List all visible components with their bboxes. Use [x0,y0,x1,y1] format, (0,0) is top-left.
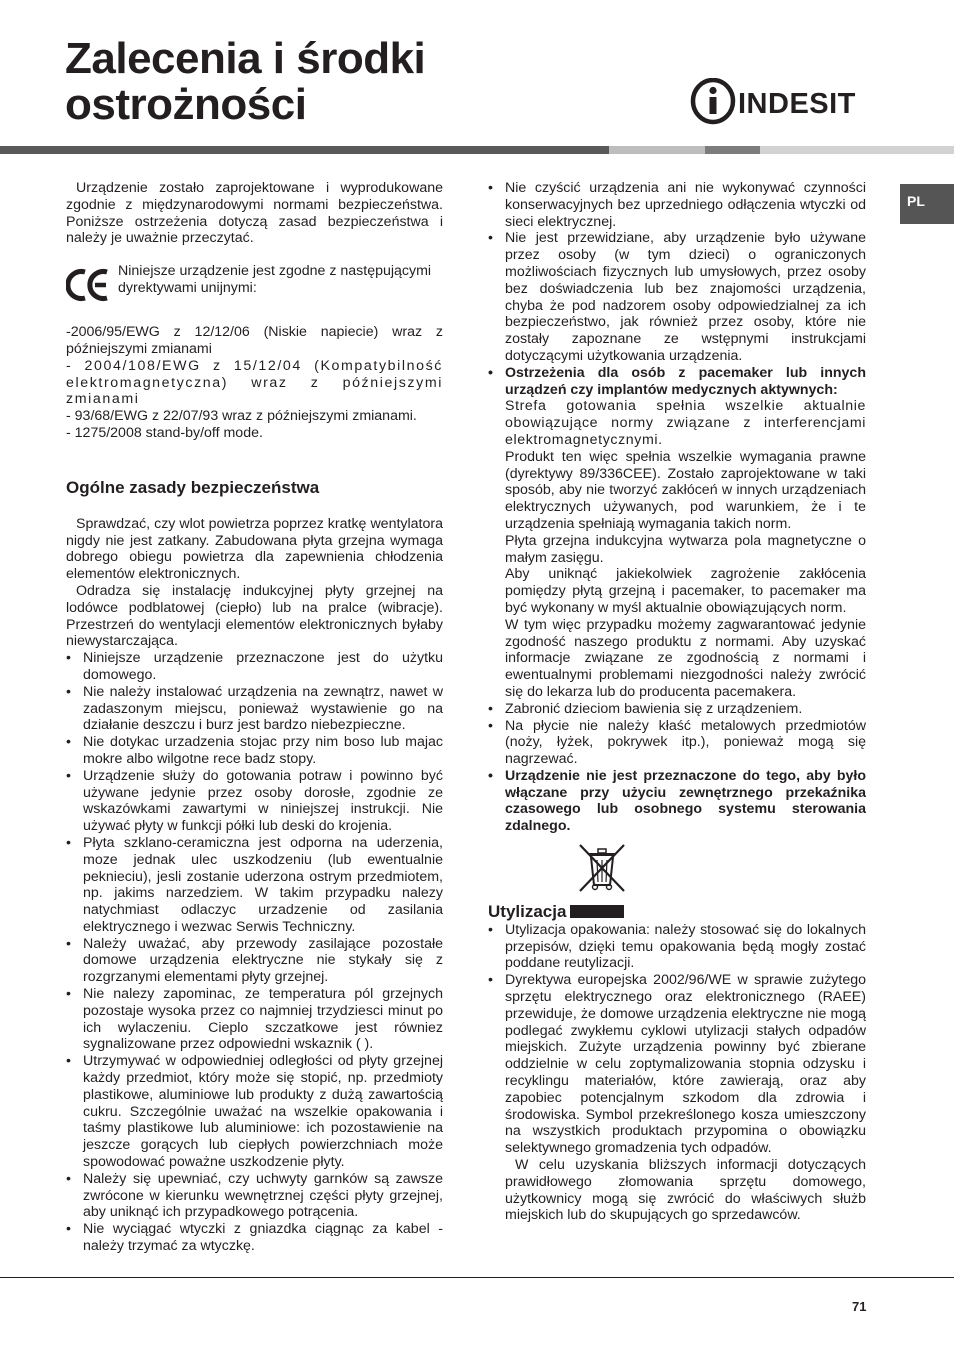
section-heading-disposal [488,902,866,922]
list-item: • Niniejsze urządzenie przeznaczone jest do użytku domowego. [66,650,443,684]
pacemaker-paragraph: Produkt ten więc spełnia wszelkie wymagania prawne (dyrektywy 89/336CEE). Zostało zaprojektowane w taki sposób, aby nie tworzyć zakłóceń w innych urządzeniach elektrycznych używanych, pod warunkiem, że i te urządzenia spełniają wymagania takich norm. [505,448,866,532]
indesit-logo [690,78,870,126]
list-item: • Dyrektywa europejska 2002/96/WE w sprawie zużytego sprzętu elektrycznego oraz elektronicznego (RAEE) przewiduje, że domowe urządzenia elektryczne nie mogą podlegać zwykłemu cyklowi utylizacji stałych odpadów miejskich. Zużyte urządzenia powinny być zbierane oddzielnie w celu zoptymalizowania stopnia odzysku i recyklingu materiałów, które zawierają, oraz aby zapobiec potencjalnym szkodom dla zdrowia i środowiska. Symbol przekreślonego kosza umieszczony na wszystkich produktach przypomina o obowiązku selektywnego gromadzenia tych odpadów. [488,972,866,1157]
directive-item: -2006/95/EWG z 12/12/06 (Niskie napiecie) wraz z późniejszymi zmianami [66,324,443,357]
title-line-2: ostrożności [65,80,307,129]
directive-item: - 2004/108/EWG z 15/12/04 (Kompatybilność elektromagnetyczna) wraz z późniejszymi zmianami [66,357,443,408]
right-column [488,180,866,1224]
title-line-1: Zalecenia i środki [65,34,426,83]
crossed-bin-icon [576,841,628,895]
page-title [65,36,425,128]
language-tab: PL [900,184,954,224]
safety-list-end [488,701,866,835]
disposal-heading-text: Utylizacja [488,901,567,921]
left-column [66,180,443,1255]
list-item: • Nie należy instalować urządzenia na zewnątrz, nawet w zadaszonym miejscu, ponieważ wystawienie go na działanie deszczu i burz jest bardzo niebezpieczne. [66,684,443,734]
section-heading-general-safety: Ogólne zasady bezpieczeństwa [66,477,320,497]
list-item: • Utylizacja opakowania: należy stosować się do lokalnych przepisów, dzięki temu opakowania będą mogły zostać poddane reutylizacji. [488,922,866,972]
header-band-mid [705,146,760,154]
safety-list-continued [488,180,866,398]
logo-wordmark: INDESIT [738,88,856,120]
pacemaker-paragraph: Płyta grzejna indukcyjna wytwarza pola magnetyczne o małym zasięgu. [505,532,866,566]
disposal-heading-bar [570,905,624,918]
ce-text: Niniejsze urządzenie jest zgodne z następującymi dyrektywami unijnymi: [118,263,432,296]
list-item: • Na płycie nie należy kłaść metalowych przedmiotów (noży, łyżek, pokrywek itp.), ponieważ mogą się nagrzewać. [488,718,866,768]
page-header [0,0,954,146]
header-band-pale [760,146,954,154]
list-item: • Nie nalezy zapominac, ze temperatura pól grzejnych pozostaje wysoka przez co najmniej trzydziesci minut po ich wylaczeniu. Cieplo szczatkowe jest równiez sygnalizowane przez odpowiedni wskaznik ( ). [66,986,443,1053]
list-item: • Płyta szklano-ceramiczna jest odporna na uderzenia, moze jednak ulec uszkodzeniu (lub ewentualnie peknieciu), jesli zostanie uderzona ostrym przedmiotem, np. jakims narzedziem. W takim przypadku nalezy natychmiast odlaczyc urzadzenie od zasilania elektrycznego i wezwac Serwis Techniczny. [66,835,443,936]
disposal-list [488,922,866,1157]
list-item: • Nie dotykac urzadzenia stojac przy nim boso lub majac mokre albo wilgotne rece badz stopy. [66,734,443,768]
pacemaker-paragraph: W tym więc przypadku możemy zagwarantować jedynie zgodność naszego produktu z normami. Aby uzyskać informacje związane ze zgodnością z normami i ewentualnymi problemami niezgodności należy zwrócić się do lekarza lub do producenta pacemakera. [505,616,866,700]
list-item: • Nie czyścić urządzenia ani nie wykonywać czynności konserwacyjnych bez uprzedniego odłączenia wtyczki od sieci elektrycznej. [488,180,866,230]
list-item: • Urządzenie służy do gotowania potraw i powinno być używane jedynie przez osoby dorosłe, zgodnie ze wskazówkami zawartymi w niniejszej instrukcji. Nie używać płyty w funkcji półki lub deski do krojenia. [66,768,443,835]
intro-paragraph: Urządzenie zostało zaprojektowane i wyprodukowane zgodnie z międzynarodowymi normami bezpieczeństwa. Poniższe ostrzeżenia dotyczą zasad bezpieczeństwa i należy je uważnie przeczytać. [66,180,443,247]
footer-rule [0,1277,954,1278]
ventilation-paragraph: Sprawdzać, czy wlot powietrza poprzez kratkę wentylatora nigdy nie jest zatkany. Zabudowana płyta grzejna wymaga dobrego obiegu powietrza dla zapewnienia chłodzenia elementów elektronicznych. [66,515,443,583]
list-item: • Utrzymywać w odpowiedniej odległości od płyty grzejnej każdy przedmiot, który może się stopić, np. przedmioty plastikowe, aluminiowe lub produkty z dużą zawartością cukru. Szczególnie uważać na wszelkie opakowania i taśmy plastikowe lub aluminiowe: ich pozostawienie na jeszcze gorących lub ciepłych powierzchniach może spowodować poważne uszkodzenie płyty. [66,1053,443,1171]
ce-mark-icon [66,267,110,303]
header-band-dark [0,146,609,154]
safety-list [66,650,443,1255]
ce-declaration [66,263,443,303]
header-band-light [609,146,705,154]
pacemaker-paragraph: Aby uniknąć jakiekolwiek zagrożenie zakłócenia pomiędzy płytą grzejną i pacemaker, to pacemaker ma być wykonany w myśl aktualnie obowiązujących norm. [505,566,866,616]
pacemaker-paragraph: Strefa gotowania spełnia wszelkie aktualnie obowiązujące normy związane z interferencjami elektromagnetycznymi. [505,398,866,448]
list-item: • Nie wyciągać wtyczki z gniazdka ciągnąc za kabel - należy trzymać za wtyczkę. [66,1221,443,1255]
disposal-info-paragraph: W celu uzyskania bliższych informacji dotyczących prawidłowego złomowania sprzętu domowego, użytkownicy mogą się zwrócić do właściwych służb miejskich lub do skupujących go sprzedawców. [505,1157,866,1224]
installation-paragraph: Odradza się instalację indukcyjnej płyty grzejnej na lodówce podblatowej (ciepło) lub na pralce (wibracje). Przestrzeń do wentylacji elementów elektronicznych byłaby niewystarczająca. [66,582,443,650]
list-item-timer-warning: • Urządzenie nie jest przeznaczone do tego, aby było włączane przy użyciu zewnętrznego przekaźnika czasowego lub osobnego systemu sterowania zdalnego. [488,768,866,835]
page-number: 71 [852,1299,867,1314]
directive-item: - 1275/2008 stand-by/off mode. [66,424,263,441]
list-item: • Należy się upewniać, czy uchwyty garnków są zawsze zwrócone w kierunku wewnętrznej części płyty grzejnej, aby uniknąć ich przypadkowego potrącenia. [66,1171,443,1221]
list-item: • Nie jest przewidziane, aby urządzenie było używane przez osoby (w tym dzieci) o ograniczonych możliwościach fizycznych lub umysłowych, przez osoby bez doświadczenia lub bez znajomości urządzenia, chyba że pod nadzorem osoby odpowiedzialnej za ich bezpieczeństwo, jak również przez osoby, które nie zostały zapoznane ze wstępnymi instrukcjami dotyczącymi użytkowania urządzenia. [488,230,866,364]
list-item: • Zabronić dzieciom bawienia się z urządzeniem. [488,701,866,718]
list-item: • Należy uważać, aby przewody zasilające pozostałe domowe urządzenia elektryczne nie stykały się z rozgrzanymi elementami płyty grzejnej. [66,936,443,986]
pacemaker-warning-title: • Ostrzeżenia dla osób z pacemaker lub innych urządzeń czy implantów medycznych aktywnych: [488,365,866,399]
directive-item: - 93/68/EWG z 22/07/93 wraz z późniejszymi zmianami. [66,408,417,425]
